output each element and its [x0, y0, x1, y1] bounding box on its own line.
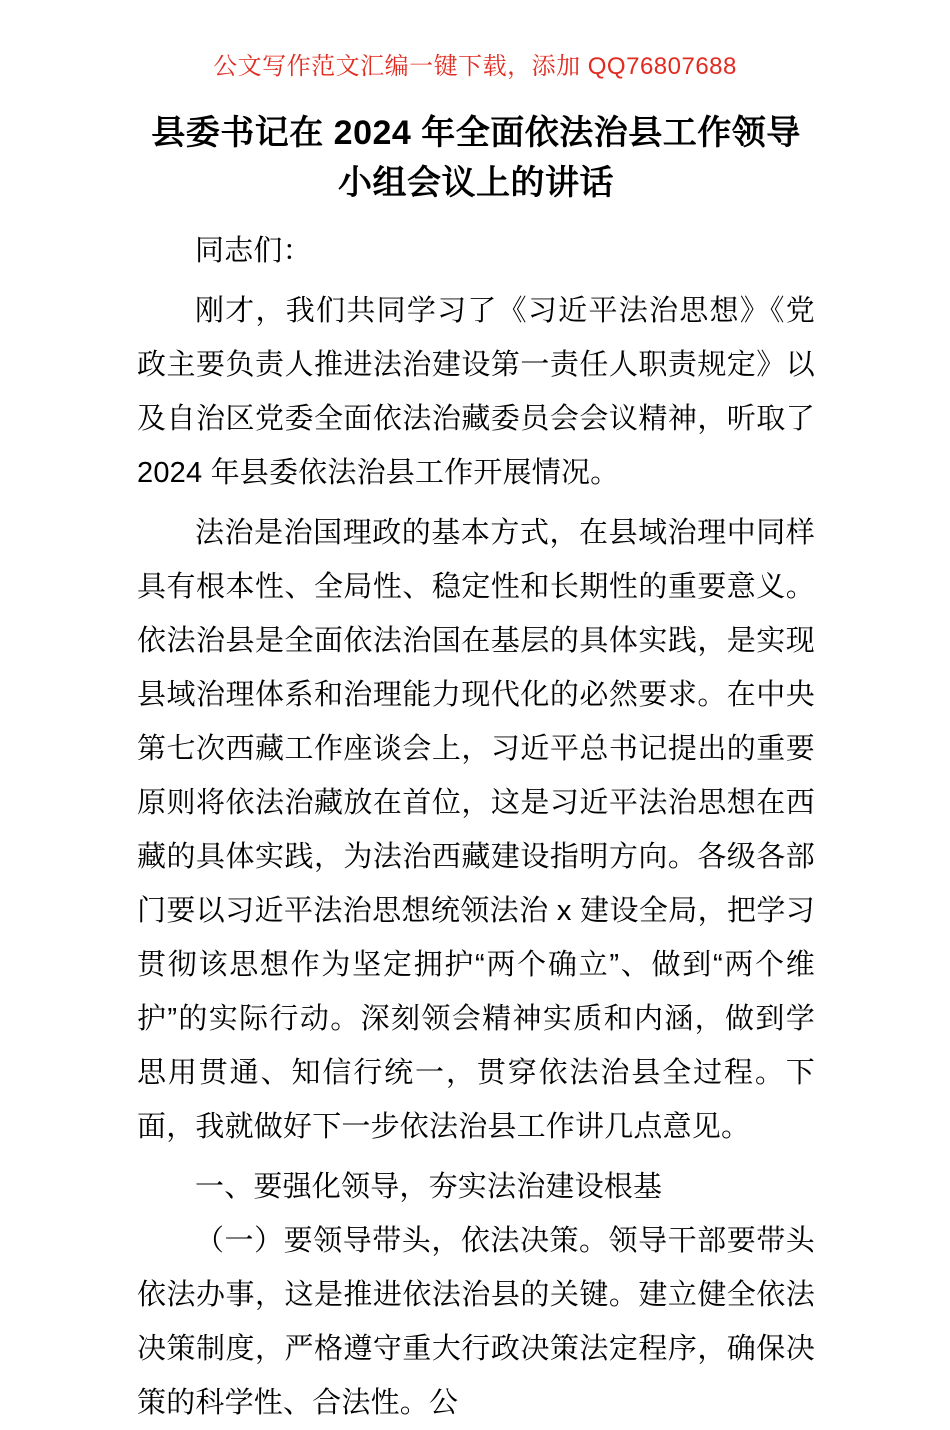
paragraph-2: 法治是治国理政的基本方式，在县域治理中同样具有根本性、全局性、稳定性和长期性的重要意义。依法治县是全面依法治国在基层的具体实践，是实现县域治理体系和治理能力现代化的必然要求。在中央第七次西藏工作座谈会上，习近平总书记提出的重要原则将依法治藏放在首位，这是习近平法治思想在西藏的具体实践，为法治西藏建设指明方向。各级各部门要以习近平法治思想统领法治 x 建设全局，把学习贯彻该思想作为坚定拥护“两个确立”、做到“两个维护”的实际行动。深刻领会精神实质和内涵，做到学思用贯通、知信行统一，贯穿依法治县全过程。下面，我就做好下一步依法治县工作讲几点意见。 — [137, 517, 815, 1143]
section-heading-1: 一、要强化领导，夯实法治建设根基 — [195, 1171, 663, 1203]
salutation: 同志们： — [195, 235, 312, 267]
promo-header-text: 公文写作范文汇编一键下载，添加 QQ76807688 — [213, 53, 737, 80]
document-body — [137, 108, 815, 1430]
paragraph-3: （一）要领导带头，依法决策。领导干部要带头依法办事，这是推进依法治县的关键。建立健全依法决策制度，严格遵守重大行政决策法定程序，确保决策的科学性、合法性。公 — [137, 1225, 815, 1419]
paragraph-1: 刚才，我们共同学习了《习近平法治思想》《党政主要负责人推进法治建设第一责任人职责规定》以及自治区党委全面依法治藏委员会会议精神，听取了 2024 年县委依法治县工作开展情况。 — [137, 295, 815, 489]
page-title: 县委书记在 2024 年全面依法治县工作领导小组会议上的讲话 — [151, 114, 801, 202]
